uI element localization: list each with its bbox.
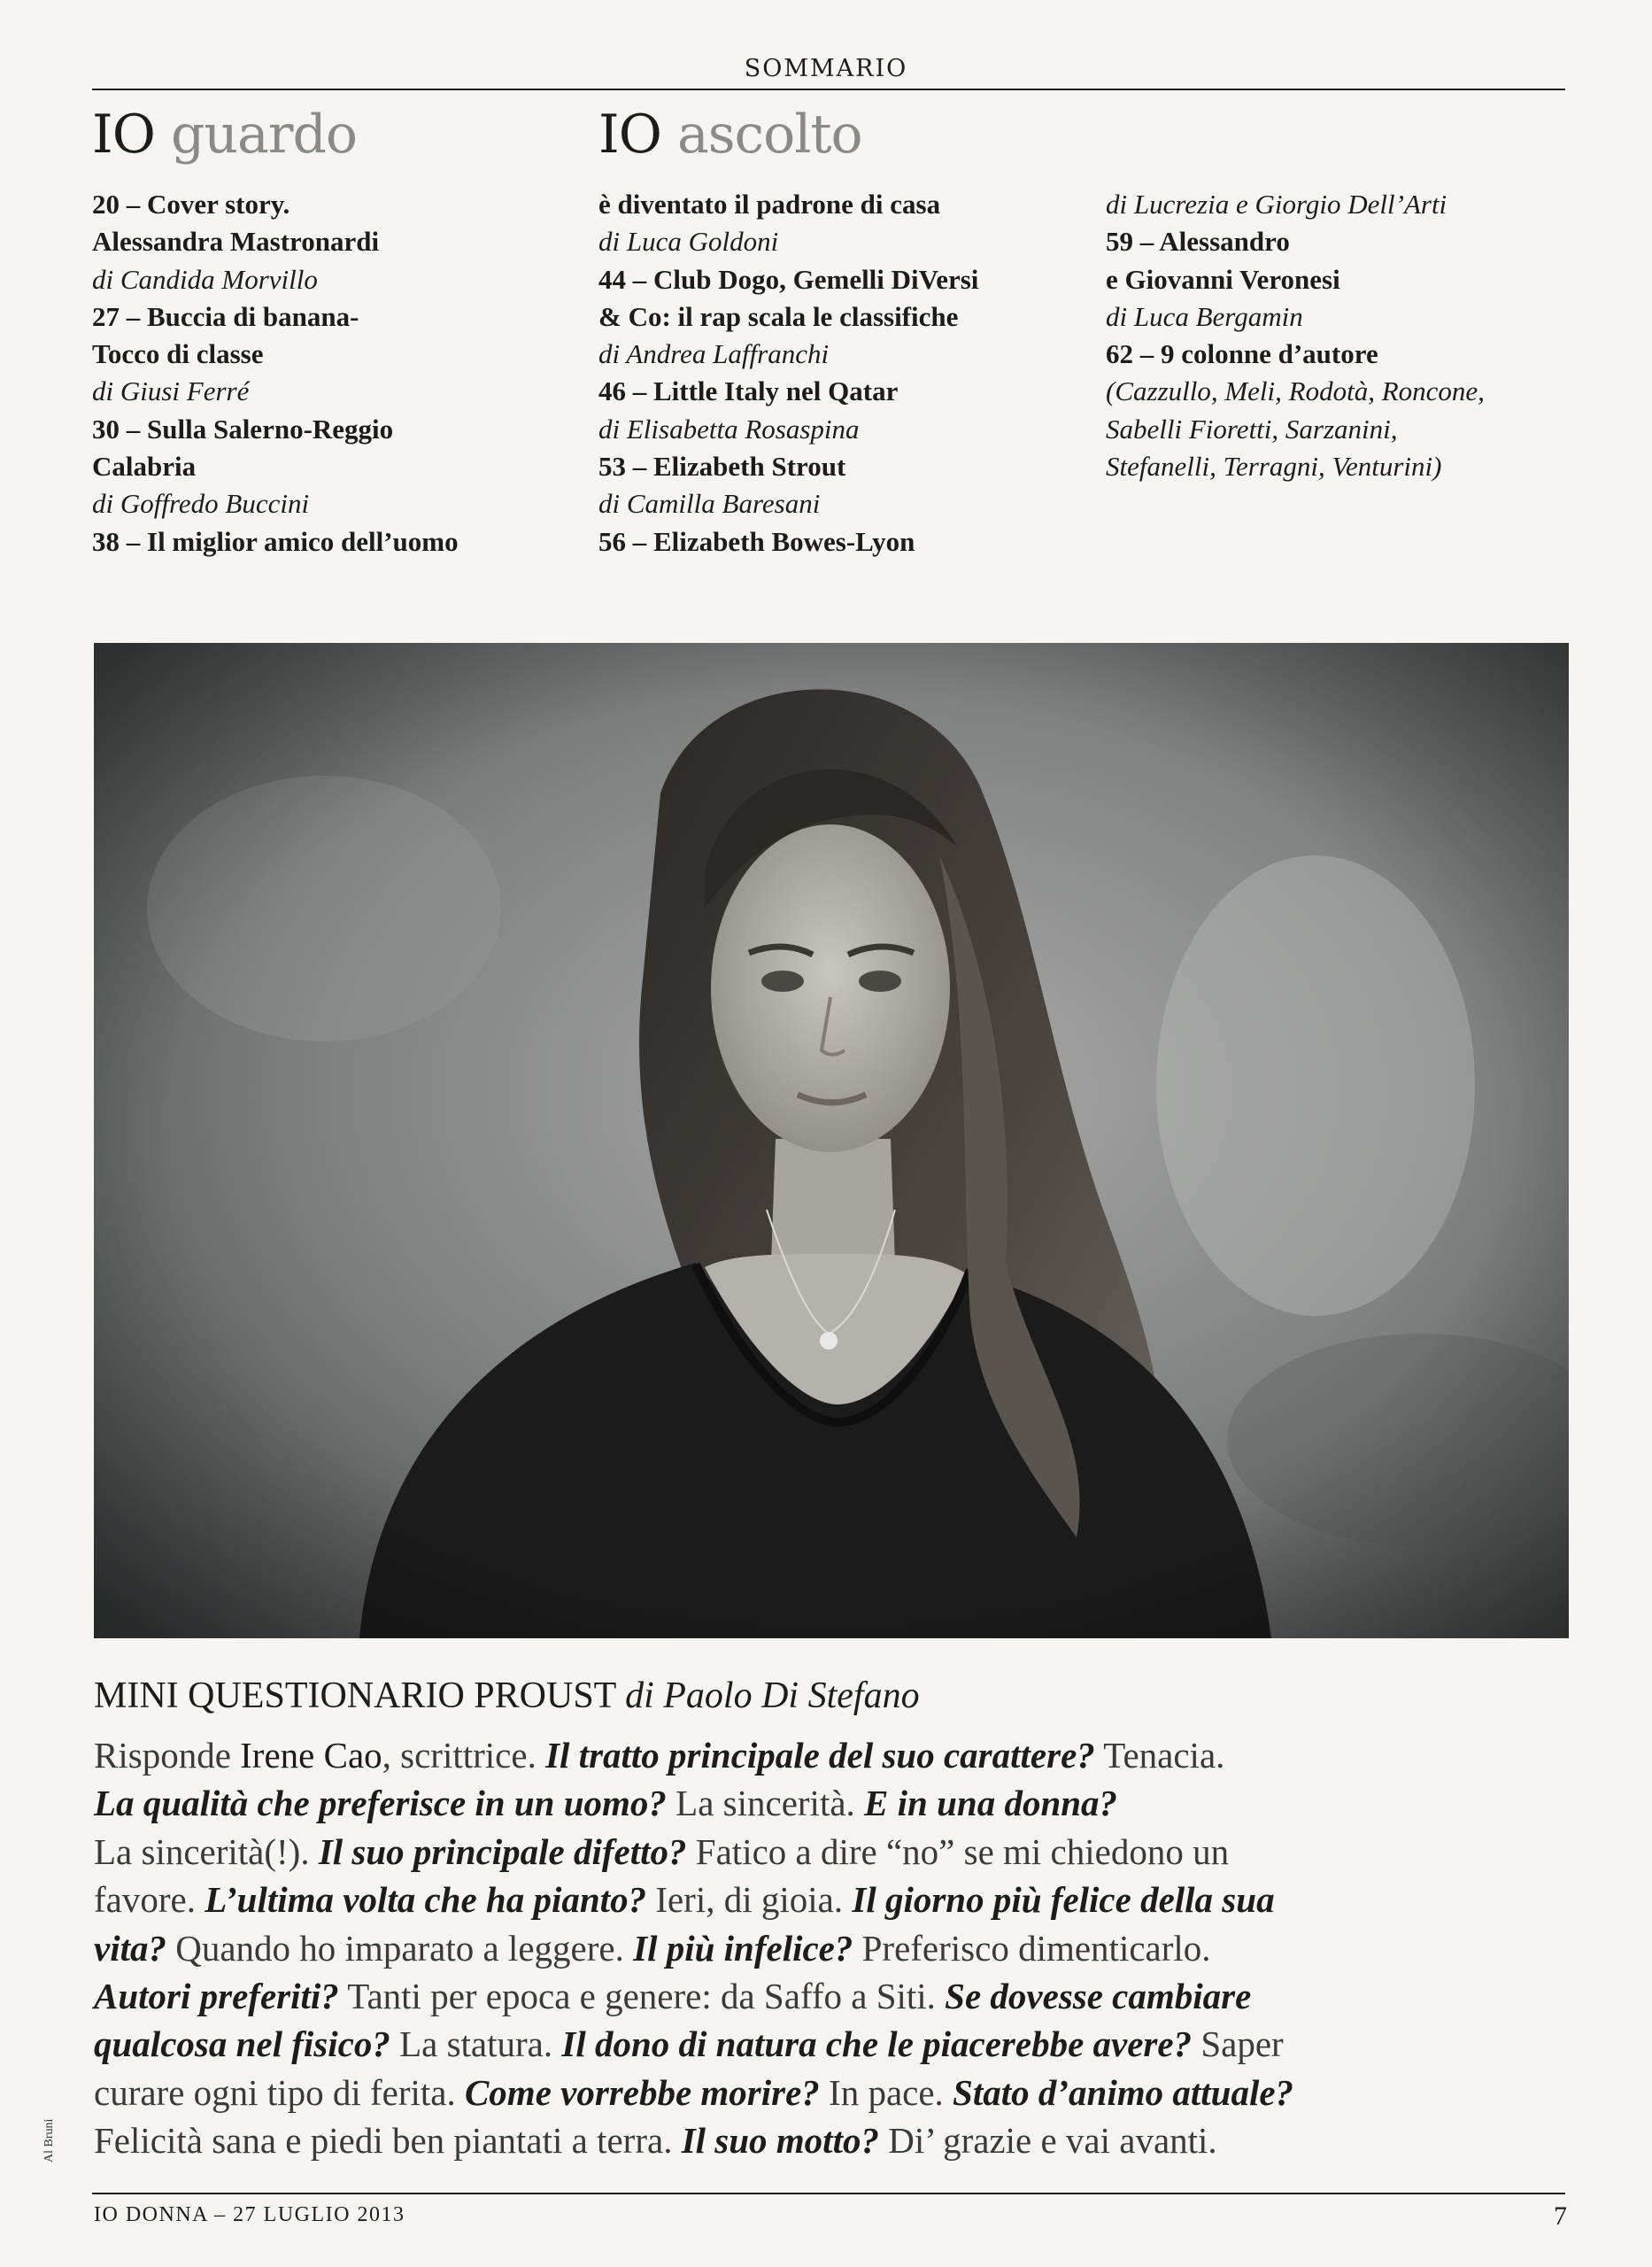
answer-text: Preferisco dimenticarlo. bbox=[853, 1927, 1211, 1969]
questionnaire-line bbox=[94, 2116, 1567, 2164]
answer-text: Saper bbox=[1192, 2023, 1284, 2065]
toc-line[interactable]: 46 – Little Italy nel Qatar bbox=[598, 375, 899, 407]
photo-credit-text: Al Bruni bbox=[42, 2118, 56, 2163]
answer-text: Fatico a dire “no” se mi chiedono un bbox=[686, 1830, 1230, 1872]
questionnaire-heading: MINI QUESTIONARIO PROUST bbox=[94, 1675, 616, 1716]
toc-line[interactable]: Stefanelli, Terragni, Venturini) bbox=[1106, 451, 1442, 483]
question-text: Il tratto principale del suo carattere? bbox=[545, 1735, 1095, 1776]
questionnaire-line bbox=[94, 1779, 1567, 1827]
questionnaire-line bbox=[94, 1924, 1567, 1972]
answer-text: , scrittrice. bbox=[382, 1735, 546, 1776]
answer-text: Quando ho imparato a leggere. bbox=[166, 1927, 634, 1969]
toc-line[interactable]: è diventato il padrone di casa bbox=[598, 189, 941, 220]
questionnaire-line bbox=[94, 1972, 1567, 2020]
questionnaire-line bbox=[94, 1876, 1567, 1923]
toc-line[interactable]: 20 – Cover story. bbox=[92, 189, 290, 220]
toc-line[interactable]: 30 – Sulla Salerno-Reggio bbox=[92, 413, 394, 445]
question-text: E in una donna? bbox=[864, 1783, 1118, 1824]
toc-line[interactable]: (Cazzullo, Meli, Rodotà, Roncone, bbox=[1106, 375, 1485, 407]
questionnaire-byline: di Paolo Di Stefano bbox=[625, 1675, 920, 1716]
toc-line[interactable]: di Luca Bergamin bbox=[1106, 300, 1303, 332]
question-text: vita? bbox=[94, 1927, 166, 1969]
question-text: Stato d’animo attuale? bbox=[953, 2071, 1294, 2113]
photo-credit bbox=[42, 2118, 60, 2163]
portrait-photo bbox=[94, 643, 1569, 1638]
question-text: L’ultima volta che ha pianto? bbox=[205, 1879, 647, 1921]
toc-line[interactable]: Sabelli Fioretti, Sarzanini, bbox=[1106, 413, 1398, 445]
toc-line[interactable]: 38 – Il miglior amico dell’uomo bbox=[92, 525, 459, 557]
answer-text: favore. bbox=[94, 1879, 205, 1921]
bottom-divider bbox=[92, 2193, 1565, 2194]
toc-line[interactable]: 56 – Elizabeth Bowes-Lyon bbox=[598, 525, 915, 557]
answer-text: Tenacia. bbox=[1094, 1735, 1225, 1776]
toc-line[interactable]: di Goffredo Buccini bbox=[92, 488, 310, 520]
toc-line[interactable]: di Giusi Ferré bbox=[92, 375, 250, 407]
toc-line[interactable]: di Andrea Laffranchi bbox=[598, 338, 830, 370]
toc-line[interactable]: & Co: il rap scala le classifiche bbox=[598, 300, 959, 332]
answer-text: La sincerità(!). bbox=[94, 1830, 319, 1872]
answer-text: La sincerità. bbox=[666, 1783, 865, 1824]
answer-text: In pace. bbox=[819, 2071, 953, 2113]
toc-line[interactable]: 27 – Buccia di banana- bbox=[92, 300, 359, 332]
column-title-word: ascolto bbox=[676, 104, 862, 166]
portrait-illustration bbox=[94, 643, 1569, 1638]
toc-line[interactable]: 53 – Elizabeth Strout bbox=[598, 451, 846, 483]
toc-line[interactable]: Tocco di classe bbox=[92, 338, 264, 370]
questionnaire-body bbox=[94, 1731, 1567, 2165]
question-text: La qualità che preferisce in un uomo? bbox=[94, 1783, 667, 1824]
toc-line[interactable]: 59 – Alessandro bbox=[1106, 226, 1290, 258]
toc-line[interactable]: e Giovanni Veronesi bbox=[1106, 263, 1340, 295]
toc-column-guardo bbox=[92, 186, 588, 561]
top-divider bbox=[92, 89, 1565, 90]
questionnaire-line bbox=[94, 2069, 1567, 2116]
question-text: Come vorrebbe morire? bbox=[464, 2071, 820, 2113]
toc-line[interactable]: di Luca Goldoni bbox=[598, 226, 779, 258]
questionnaire-line bbox=[94, 1731, 1567, 1779]
question-text: Il più infelice? bbox=[633, 1927, 853, 1969]
answer-text: Ieri, di gioia. bbox=[646, 1879, 853, 1921]
page-number: 7 bbox=[1554, 2201, 1567, 2231]
question-text: Se dovesse cambiare bbox=[945, 1976, 1252, 2017]
question-text: Autori preferiti? bbox=[94, 1976, 339, 2017]
answer-text: curare ogni tipo di ferita. bbox=[94, 2071, 465, 2113]
footer-publication: IO DONNA – 27 LUGLIO 2013 bbox=[94, 2203, 405, 2226]
question-text: Il giorno più felice della sua bbox=[852, 1879, 1275, 1921]
questionnaire-line bbox=[94, 2020, 1567, 2068]
column-title-word: guardo bbox=[170, 104, 358, 166]
toc-line[interactable]: di Candida Morvillo bbox=[92, 263, 318, 295]
answer-text: La statura. bbox=[390, 2023, 562, 2065]
section-label: SOMMARIO bbox=[744, 55, 908, 82]
question-text: Il suo motto? bbox=[681, 2120, 879, 2162]
question-text: Il dono di natura che le piacerebbe avere? bbox=[561, 2023, 1193, 2065]
toc-line[interactable]: di Elisabetta Rosaspina bbox=[598, 413, 860, 445]
answer-text: Di’ grazie e vai avanti. bbox=[878, 2120, 1217, 2162]
column-title-prefix: IO bbox=[598, 104, 661, 166]
toc-line[interactable]: di Camilla Baresani bbox=[598, 488, 821, 520]
toc-line[interactable]: di Lucrezia e Giorgio Dell’Arti bbox=[1106, 189, 1447, 220]
column-title-io-ascolto bbox=[598, 104, 862, 166]
answer-text: Tanti per epoca e genere: da Saffo a Siti. bbox=[338, 1976, 946, 2017]
column-title-prefix: IO bbox=[92, 104, 155, 166]
respondent-name: Irene Cao bbox=[240, 1735, 382, 1776]
questionnaire-line bbox=[94, 1828, 1567, 1876]
answer-text: Felicità sana e piedi ben piantati a terra. bbox=[94, 2120, 682, 2162]
toc-line[interactable]: 44 – Club Dogo, Gemelli DiVersi bbox=[598, 263, 979, 295]
toc-line[interactable]: 62 – 9 colonne d’autore bbox=[1106, 338, 1378, 370]
column-title-io-guardo bbox=[92, 104, 358, 166]
toc-column-ascolto bbox=[598, 186, 1094, 561]
question-text: qualcosa nel fisico? bbox=[94, 2023, 390, 2065]
toc-line[interactable]: Calabria bbox=[92, 451, 197, 483]
toc-column-three bbox=[1106, 186, 1566, 485]
answer-text: Risponde bbox=[94, 1735, 241, 1776]
toc-line[interactable]: Alessandra Mastronardi bbox=[92, 226, 380, 258]
question-text: Il suo principale difetto? bbox=[318, 1830, 687, 1872]
questionnaire-title bbox=[94, 1677, 920, 1714]
